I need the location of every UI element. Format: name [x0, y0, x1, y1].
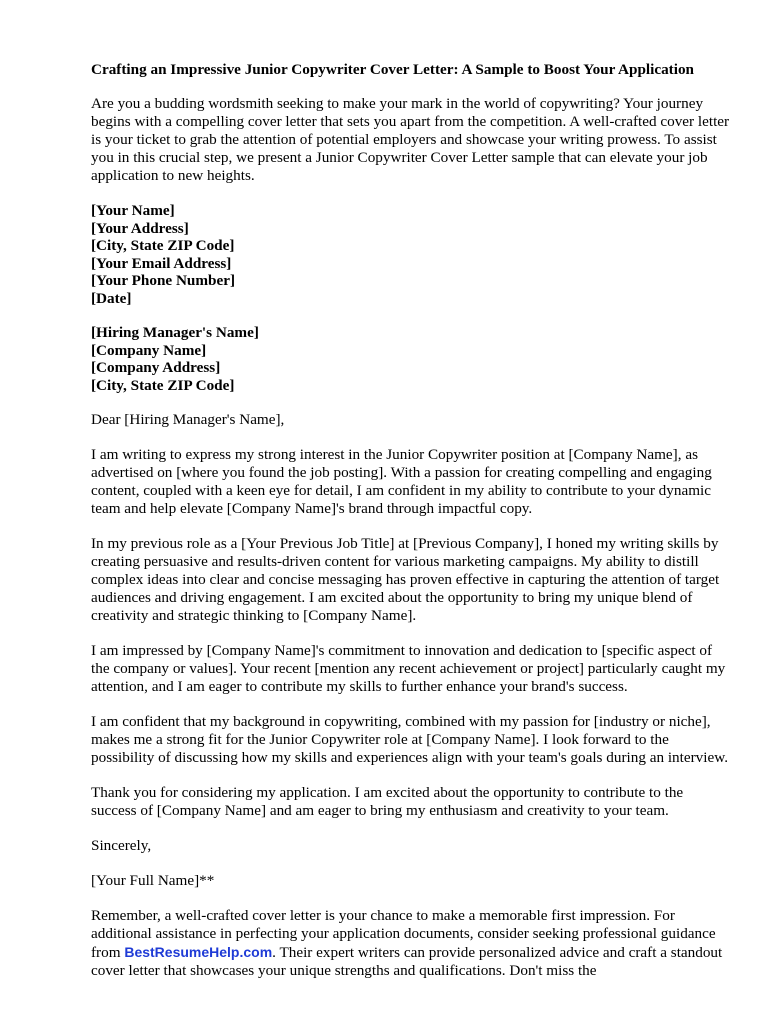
body-paragraph-2: In my previous role as a [Your Previous Job Title] at [Previous Company], I honed my writing skills by creating persuasive and results-driven content for various marketing campaigns. My ability to distill complex ideas into clear and concise messaging has proven effective in capturing the attention of target audiences and driving engagement. I am excited about the opportunity to bring my unique blend of creativity and strategic thinking to [Company Name]. [91, 535, 720, 624]
bestresumehelp-link[interactable]: BestResumeHelp.com [124, 944, 273, 960]
body-paragraph-4: I am confident that my background in copywriting, combined with my passion for [industry or niche], makes me a strong fit for the Junior Copywriter role at [Company Name]. I look forward to the possibility of discussing how my skills and experiences align with your team's goals during an interview. [91, 713, 728, 766]
sender-phone: [Your Phone Number] [91, 272, 235, 289]
recipient-block [91, 324, 731, 394]
sender-email: [Your Email Address] [91, 254, 232, 272]
sender-city-state-zip: [City, State ZIP Code] [91, 237, 235, 254]
body-paragraph-3: I am impressed by [Company Name]'s commitment to innovation and dedication to [specific aspect of the company or values]. Your recent [mention any recent achievement or project] particularly caught my attention, and I am eager to contribute my skills to further enhance your brand's success. [91, 642, 726, 695]
salutation: Dear [Hiring Manager's Name], [91, 411, 285, 428]
closing: Sincerely, [91, 837, 152, 854]
body-paragraph-1: I am writing to express my strong interest in the Junior Copywriter position at [Company Name], as advertised on [where you found the job posting]. With a passion for creating compelling and engaging content, coupled with a keen eye for detail, I am confident in my ability to contribute to your dynamic team and help elevate [Company Name]'s brand through impactful copy. [91, 446, 712, 517]
document-title: Crafting an Impressive Junior Copywriter Cover Letter: A Sample to Boost Your Application [91, 61, 694, 78]
recipient-city-state-zip: [City, State ZIP Code] [91, 376, 235, 394]
outro-paragraph [91, 907, 731, 980]
signature: [Your Full Name]** [91, 872, 215, 889]
outro-text-after-link: . Their expert writers can provide personalized advice and craft a standout cover letter that showcases your unique strengths and qualifications. Don't miss the [91, 944, 723, 979]
body-paragraph-5: Thank you for considering my application. I am excited about the opportunity to contribute to the success of [Company Name] and am eager to bring my enthusiasm and creativity to your team. [91, 784, 684, 819]
recipient-company-address: [Company Address] [91, 359, 221, 376]
document-page [91, 61, 731, 997]
intro-paragraph: Are you a budding wordsmith seeking to make your mark in the world of copywriting? Your journey begins with a compelling cover letter that sets you apart from the competition. A well-crafted cover letter is your ticket to grab the attention of potential employers and showcase your writing prowess. To assist you in this crucial step, we present a Junior Copywriter Cover Letter sample that can elevate your job application to new heights. [91, 95, 730, 184]
letter-date: [Date] [91, 289, 132, 307]
recipient-name: [Hiring Manager's Name] [91, 324, 259, 341]
outro-text-before-link: Remember, a well-crafted cover letter is your chance to make a memorable first impression. For additional assistance in perfecting your application documents, consider seeking professional guidance from [91, 907, 716, 961]
sender-name: [Your Name] [91, 202, 175, 219]
recipient-company: [Company Name] [91, 341, 207, 359]
sender-block [91, 202, 731, 307]
sender-address: [Your Address] [91, 219, 189, 237]
